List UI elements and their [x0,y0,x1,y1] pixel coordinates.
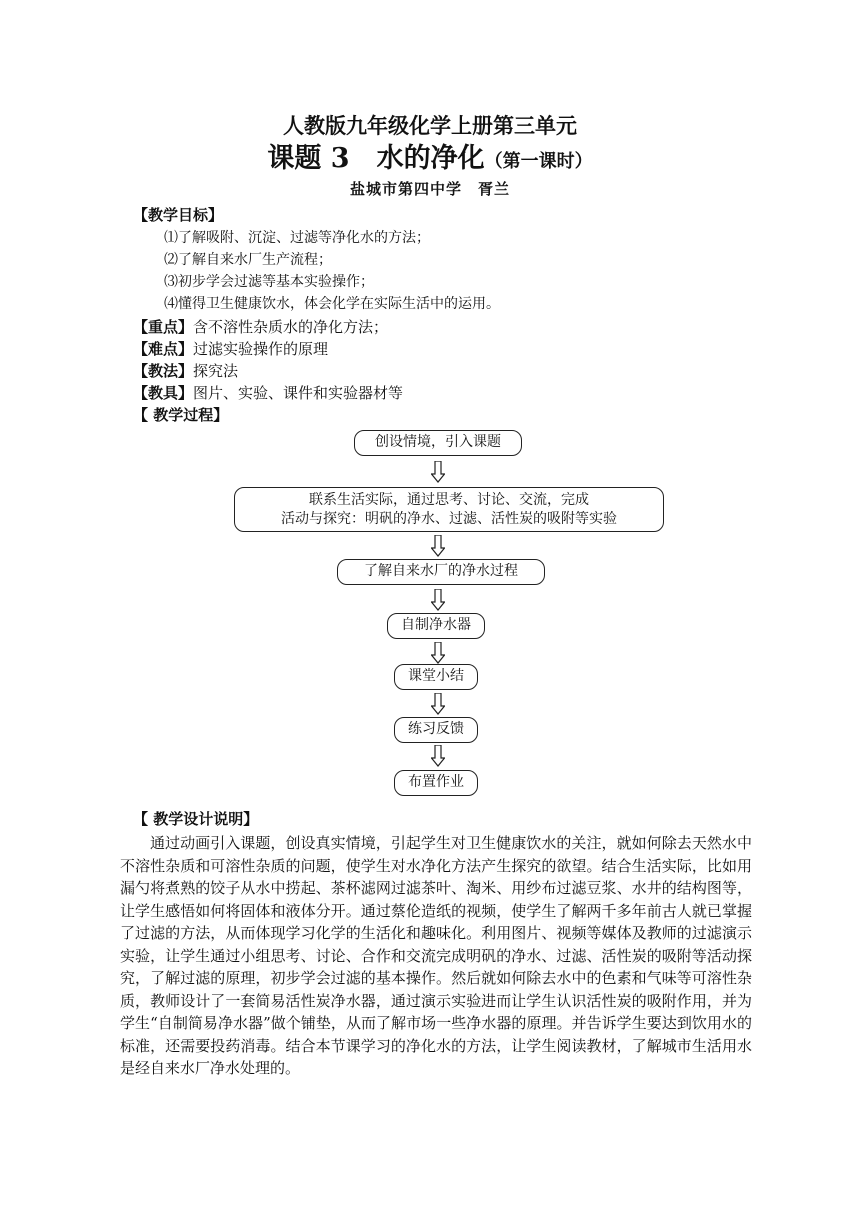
down-arrow-icon [431,642,445,664]
flow-step-practice: 练习反馈 [394,717,478,743]
method-row [133,360,238,381]
objective-item-2: ⑵了解自来水厂生产流程； [164,252,332,268]
design-paragraph: 通过动画引入课题，创设真实情境，引起学生对卫生健康饮水的关注，就如何除去天然水中不溶性杂质和可溶性杂质的问题，使学生对水净化方法产生探究的欲望。结合生活实际，比如用漏勺将煮熟的饺子从水中捞起、茶杯滤网过滤茶叶、淘米、用纱布过滤豆浆、水井的结构图等，让学生感悟如何将固体和液体分开。通过蔡伦造纸的视频，使学生了解两千多年前古人就已掌握了过滤的方法，从而体现学习化学的生活化和趣味化。利用图片、视频等媒体及教师的过滤演示实验，让学生通过小组思考、讨论、合作和交流完成明矾的净水、过滤、活性炭的吸附等活动探究，了解过滤的原理，初步学会过滤的基本操作。然后就如何除去水中的色素和气味等可溶性杂质，教师设计了一套简易活性炭净水器，通过演示实验进而让学生认识活性炭的吸附作用，并为学生“自制简易净水器”做个铺垫，从而了解市场一些净水器的原理。并告诉学生要达到饮用水的标准，还需要投药消毒。结合本节课学习的净化水的方法，让学生阅读教材，了解城市生活用水是经自来水厂净水处理的。 [120,834,752,1077]
down-arrow-icon [431,461,445,483]
objective-item-3: ⑶初步学会过滤等基本实验操作； [164,274,374,290]
author-line: 盐城市第四中学 胥兰 [349,180,510,198]
design-label: 【 教学设计说明】 [133,810,259,828]
difficulty-row [133,338,328,359]
tools-label: 【教具】 [133,384,194,402]
method-text: 探究法 [193,362,239,380]
title-main: 课题 3 水的净化 [267,143,485,174]
down-arrow-icon [431,693,445,715]
flow-step-explore-line2: 活动与探究：明矾的净水、过滤、活性炭的吸附等实验 [281,511,617,527]
flow-step-summary: 课堂小结 [394,664,478,690]
flow-step-waterworks: 了解自来水厂的净水过程 [337,559,545,585]
process-label: 【 教学过程】 [133,406,229,424]
title-sub: （第一课时） [484,151,593,172]
objectives-label: 【教学目标】 [133,206,224,224]
objective-item-1: ⑴了解吸附、沉淀、过滤等净化水的方法； [164,230,430,246]
page-title [0,136,860,175]
difficulty-label: 【难点】 [133,340,194,358]
flow-step-explore [234,487,664,532]
tools-text: 图片、实验、课件和实验器材等 [193,384,404,402]
focus-label: 【重点】 [133,318,194,336]
focus-text: 含不溶性杂质水的净化方法； [193,318,389,336]
flow-step-diy-purifier: 自制净水器 [387,613,485,639]
flow-step-intro: 创设情境，引入课题 [354,430,522,456]
down-arrow-icon [431,745,445,767]
difficulty-text: 过滤实验操作的原理 [193,340,329,358]
down-arrow-icon [431,535,445,557]
tools-row [133,382,403,403]
flow-step-explore-line1: 联系生活实际，通过思考、讨论、交流，完成 [309,492,589,508]
objective-item-4: ⑷懂得卫生健康饮水，体会化学在实际生活中的运用。 [164,296,500,312]
method-label: 【教法】 [133,362,194,380]
focus-row [133,316,388,337]
down-arrow-icon [431,589,445,611]
flow-step-homework: 布置作业 [394,770,478,796]
pre-title: 人教版九年级化学上册第三单元 [283,113,577,138]
